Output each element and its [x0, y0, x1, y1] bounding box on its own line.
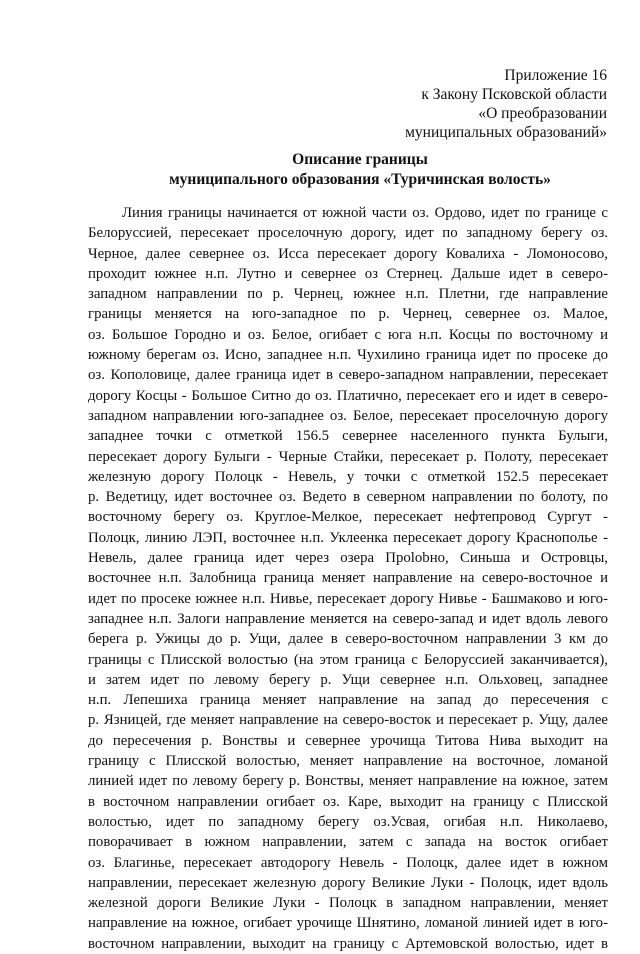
appendix-line: муниципальных образований» [405, 124, 607, 141]
body-line: Белоруссией, пересекает проселочную дорогу, идет по западному берегу оз. [88, 225, 608, 242]
body-line: южному берегам оз. Исно, западнее н.п. Чухилино граница идет по просеке до [88, 347, 608, 364]
appendix-header [307, 66, 607, 142]
body-line: железную дорогу Полоцк - Невель, у точки с отметкой 152.5 пересекает [88, 468, 608, 485]
body-line: проходит южнее н.п. Лутно и севернее оз Стернец. Дальше идет в северо- [88, 265, 608, 282]
body-line: р. Ведетицу, идет восточнее оз. Ведето в северном направлении по болоту, по [88, 489, 608, 506]
title-line: Описание границы [292, 151, 428, 168]
title-line: муниципального образования «Туричинская волость» [169, 171, 551, 188]
body-line: р. Язницей, где меняет направление на северо-восток и пересекает р. Ущу, далее [88, 712, 608, 729]
body-line: идет по просеке южнее н.п. Нивье, пересекает дорогу Нивье - Башмаково и юго- [88, 590, 608, 607]
boundary-description [88, 203, 608, 954]
body-line: н.п. Лепешиха граница меняет направление на запад до пересечения с [88, 692, 608, 709]
body-line: Невель, далее граница идет через озера Прolobно, Синьша и Островцы, [88, 550, 608, 567]
body-line: до пересечения р. Вонствы и севернее урочища Титова Нива выходит на [88, 732, 608, 749]
body-line: и затем идет по левому берегу р. Ущи севернее н.п. Ольховец, западнее [88, 671, 608, 688]
document-title [90, 150, 630, 190]
body-line: оз. Большое Городно и оз. Белое, огибает с юга н.п. Косцы по восточному и [88, 326, 608, 343]
body-line: волостью, идет по западному берегу оз.Усвая, огибая н.п. Николаево, [88, 813, 608, 830]
body-line: Линия границы начинается от южной части оз. Ордово, идет по границе с [122, 205, 608, 221]
body-line: линией идет по левому берегу р. Вонствы, меняет направление на южное, затем [88, 773, 608, 790]
body-line: границы с Плисской волостью (на этом граница с Белоруссией заканчивается), [88, 651, 608, 668]
body-line: восточнее н.п. Залобница граница меняет направление на северо-восточное и [88, 570, 608, 587]
body-line: границу с Плисской волостью, меняет направление на восточное, ломаной [88, 753, 608, 770]
body-line: западнее н.п. Залоги направление меняется на северо-запад и идет вдоль левого [88, 610, 608, 627]
body-line: железной дороги Великие Луки - Полоцк в западном направлении, меняет [88, 895, 608, 912]
body-line: пересекает дорогу Булыги - Черные Стайки, пересекает р. Полоту, пересекает [88, 448, 608, 465]
body-line: направлении, пересекает железную дорогу Великие Луки - Полоцк, идет вдоль [88, 874, 608, 891]
appendix-line: «О преобразовании [478, 105, 607, 122]
body-line: Полоцк, линию ЛЭП, восточнее н.п. Уклеенка пересекает дорогу Краснополье - [88, 529, 608, 546]
body-line: поворачивает в южном направлении, затем с запада на восток огибает [88, 834, 608, 851]
body-line: западнее точки с отметкой 156.5 севернее населенного пункта Булыги, [88, 428, 608, 445]
body-line: берега р. Ужицы до р. Ущи, далее в северо-восточном направлении 3 км до [88, 631, 608, 648]
body-line: направление на южное, огибает урочище Шнятино, ломаной линией идет в юго- [88, 915, 608, 932]
body-line: границы меняется на юго-западное по р. Чернец, севернее оз. Малое, [88, 306, 608, 323]
body-line: восточном направлении, выходит на границу с Артемовской волостью, идет в [88, 935, 608, 952]
body-line: оз. Благинье, пересекает автодорогу Невель - Полоцк, далее идет в южном [88, 854, 608, 871]
appendix-line: Приложение 16 [504, 67, 607, 84]
body-line: оз. Кополовице, далее граница идет в северо-западном направлении, пересекает [88, 367, 608, 384]
body-line: в восточном направлении огибает оз. Каре, выходит на границу с Плисской [88, 793, 608, 810]
body-line: западном направлении юго-западнее оз. Белое, пересекает проселочную дорогу [88, 407, 608, 424]
body-line: западном направлении по р. Чернец, южнее н.п. Плетни, где направление [88, 286, 608, 303]
body-line: дорогу Косцы - Большое Ситно до оз. Платично, пересекает его и идет в северо- [88, 387, 608, 404]
appendix-line: к Закону Псковской области [421, 86, 607, 103]
body-line: Черное, далее севернее оз. Исса пересекает дорогу Ковалиха - Ломоносово, [88, 245, 608, 262]
body-line: восточному берегу оз. Круглое-Мелкое, пересекает нефтепровод Сургут - [88, 509, 608, 526]
